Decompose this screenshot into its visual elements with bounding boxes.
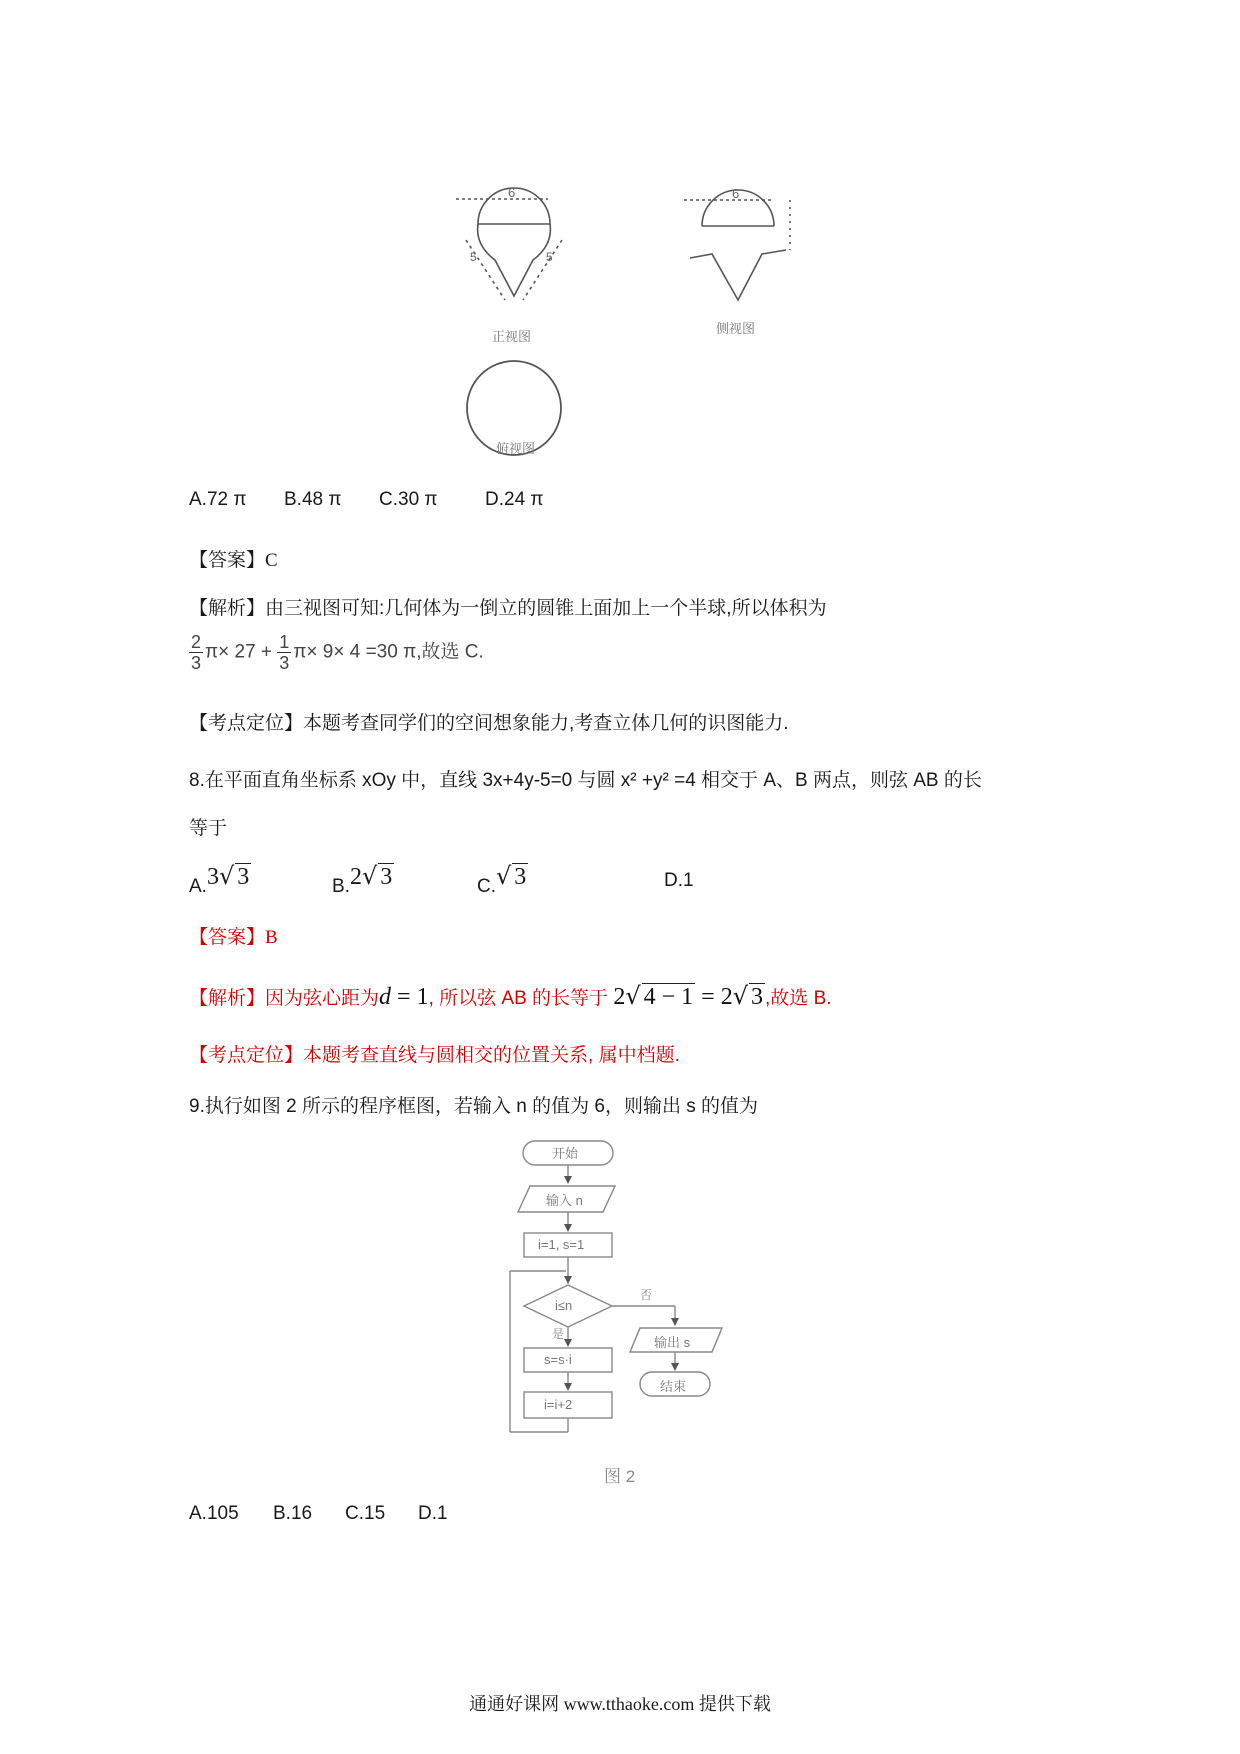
q7-frac-2-3: $\frac{2}{3}$: [191, 632, 202, 673]
q7-option-b[interactable]: B.48 π: [284, 489, 342, 510]
q9-option-b[interactable]: B.16: [273, 1503, 313, 1524]
q7-option-d[interactable]: D.24 π: [485, 489, 544, 510]
front-view-dim-5-right: 5: [546, 250, 553, 264]
q8-answer-value: B: [265, 927, 278, 948]
q8-option-d[interactable]: D.1: [664, 870, 694, 891]
q8-stem-line2: 等于: [189, 818, 228, 839]
q8-analysis-d: d: [379, 984, 392, 1010]
flow-caption: 图 2: [604, 1467, 636, 1486]
front-view-dim-5-left: 5: [470, 250, 477, 264]
q7-point: [189, 708, 789, 735]
q8-analysis-mid: , 所以弦 AB 的长等于: [428, 988, 609, 1009]
flow-init: i=1, s=1: [538, 1237, 585, 1252]
flow-cond: i≤n: [555, 1298, 573, 1313]
q8-option-a[interactable]: A.3√ 3: [189, 862, 250, 897]
q8-point-text: 本题考查直线与圆相交的位置关系, 属中档题.: [303, 1045, 680, 1066]
front-view-label: 正视图: [492, 329, 532, 344]
q7-analysis-tag: 【解析】: [189, 598, 266, 619]
q8-answer: [189, 922, 278, 949]
q8-analysis-eq: = 1: [391, 984, 429, 1010]
q7-formula: [189, 632, 484, 673]
q7-answer: [189, 545, 278, 572]
q8-answer-tag: 【答案】: [189, 927, 266, 948]
front-view-dim-6: 6: [508, 185, 516, 200]
q7-formula-part1: π× 27 +: [205, 641, 273, 663]
q7-point-text: 本题考查同学们的空间想象能力,考查立体几何的识图能力.: [303, 713, 789, 734]
q8-analysis-tag: 【解析】: [189, 988, 266, 1009]
q9-stem: 9.执行如图 2 所示的程序框图，若输入 n 的值为 6，则输出 s 的值为: [189, 1096, 758, 1117]
q9-option-d[interactable]: D.1: [418, 1503, 448, 1524]
q9-option-c[interactable]: C.15: [345, 1503, 386, 1524]
q7-answer-tag: 【答案】: [189, 550, 266, 571]
flow-output: 输出 s: [654, 1335, 691, 1350]
flow-input: 输入 n: [546, 1193, 583, 1208]
flow-step1: s=s·i: [544, 1352, 572, 1367]
flow-step2: i=i+2: [544, 1397, 573, 1412]
q7-option-a[interactable]: A.72 π: [189, 489, 247, 510]
q7-option-c[interactable]: C.30 π: [379, 489, 438, 510]
flow-start: 开始: [552, 1146, 579, 1161]
q8-point: [189, 1040, 680, 1067]
flow-end: 结束: [660, 1379, 687, 1394]
q7-answer-value: C: [265, 550, 278, 571]
q8-option-c[interactable]: C.√ 3: [477, 862, 527, 897]
q7-frac-1-3: $\frac{1}{3}$: [279, 632, 290, 673]
q8-analysis-tail: ,故选 B.: [765, 988, 832, 1009]
q8-point-tag: 【考点定位】: [189, 1045, 304, 1066]
q7-formula-tail: ,故选 C.: [416, 641, 484, 663]
q8-stem-line1: 8.在平面直角坐标系 xOy 中，直线 3x+4y-5=0 与圆 x² +y² =4 相交于 A、B 两点，则弦 AB 的长: [189, 770, 982, 791]
q7-point-tag: 【考点定位】: [189, 713, 304, 734]
side-view-dim-6: 6: [732, 186, 740, 201]
page-footer: 通通好课网 www.tthaoke.com 提供下载: [469, 1694, 771, 1714]
q9-option-a[interactable]: A.105: [189, 1503, 239, 1524]
flow-no: 否: [640, 1288, 653, 1302]
q8-expr: 2√ 4 − 1 = 2√ 3: [613, 982, 764, 1010]
q8-option-b[interactable]: B.2√ 3: [332, 862, 393, 897]
q7-analysis: [189, 593, 827, 620]
q8-analysis-pre: 因为弦心距为: [265, 988, 380, 1009]
flow-yes: 是: [552, 1327, 565, 1341]
q8-analysis: [189, 982, 832, 1011]
top-view-label: 俯视图: [496, 441, 536, 456]
q7-formula-part2: π× 9× 4 =30 π: [293, 641, 417, 663]
q7-analysis-text: 由三视图可知:几何体为一倒立的圆锥上面加上一个半球,所以体积为: [265, 598, 827, 619]
side-view-label: 侧视图: [716, 321, 756, 336]
